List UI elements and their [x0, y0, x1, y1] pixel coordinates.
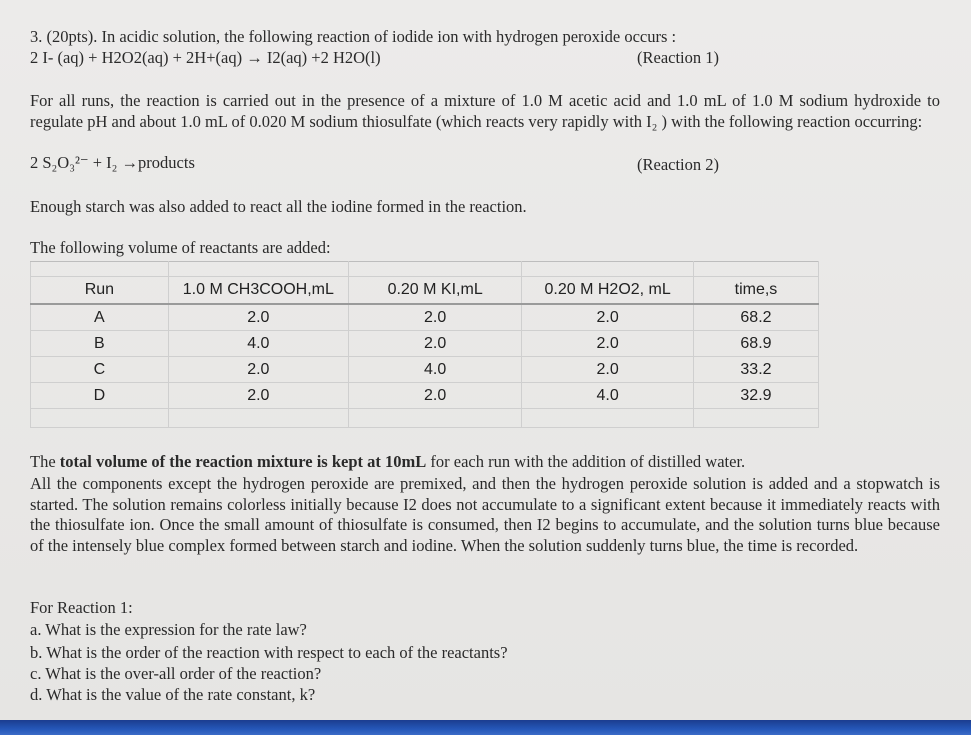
cell-time: 32.9: [693, 383, 818, 409]
reaction-1-equation: 2 I- (aq) + H2O2(aq) + 2H+(aq) → I2(aq) +2 H2O(l): [30, 48, 381, 67]
table-empty-row: [31, 409, 819, 428]
reaction-2-equation: 2 S₂O₃²⁻ + I₂ →products: [30, 153, 195, 172]
cell-h2o2: 2.0: [522, 304, 694, 331]
total-volume-bold: total volume of the reaction mixture is kept at 10mL: [59, 452, 427, 471]
screen-bottom-bar: [0, 720, 971, 735]
cell-run: D: [31, 383, 169, 409]
question-a: a. What is the expression for the rate law?: [30, 620, 307, 639]
problem-header: 3. (20pts). In acidic solution, the following reaction of iodide ion with hydrogen peroxide occurs :: [30, 27, 677, 46]
cell-ki: 2.0: [348, 304, 521, 331]
questions-title: For Reaction 1:: [30, 598, 133, 617]
total-volume-line: [30, 452, 745, 472]
cell-run: C: [31, 357, 169, 383]
table-intro: The following volume of reactants are added:: [30, 238, 331, 257]
header-run: Run: [31, 277, 169, 305]
cell-acetic-acid: 4.0: [168, 331, 348, 357]
cell-run: B: [31, 331, 169, 357]
cell-acetic-acid: 2.0: [168, 383, 348, 409]
cell-h2o2: 2.0: [522, 357, 694, 383]
procedure-paragraph: All the components except the hydrogen peroxide are premixed, and then the hydrogen peroxide solution is added and a stopwatch is started. The solution remains colorless initially because I2 does not accumulate to a significant extent because it immediately reacts with the thiosulfate ion. Once the small amount of thiosulfate is consumed, then I2 begins to accumulate, and the solution turns blue because of the intensely blue complex formed between starch and iodine. When the solution suddenly turns blue, the time is recorded.: [30, 474, 940, 555]
starch-note: Enough starch was also added to react all the iodine formed in the reaction.: [30, 197, 527, 216]
reaction-2-label: (Reaction 2): [637, 155, 720, 174]
cell-acetic-acid: 2.0: [168, 357, 348, 383]
table-spacer-row: [31, 262, 819, 277]
conditions-paragraph: For all runs, the reaction is carried out in the presence of a mixture of 1.0 M acetic acid and 1.0 mL of 1.0 M sodium hydroxide to regulate pH and about 1.0 mL of 0.020 M sodium thiosulfate (which reacts very rapidly with I₂ ) with the following reaction occurring:: [30, 91, 940, 131]
cell-time: 68.9: [693, 331, 818, 357]
table-header-row: [31, 277, 819, 305]
table-row: [31, 383, 819, 409]
header-ki: 0.20 M KI,mL: [348, 277, 521, 305]
cell-h2o2: 2.0: [522, 331, 694, 357]
cell-time: 33.2: [693, 357, 818, 383]
cell-ki: 4.0: [348, 357, 521, 383]
question-b: b. What is the order of the reaction with respect to each of the reactants?: [30, 643, 508, 662]
cell-h2o2: 4.0: [522, 383, 694, 409]
question-c: c. What is the over-all order of the reaction?: [30, 664, 322, 683]
total-volume-prefix: The: [30, 452, 60, 471]
total-volume-suffix: for each run with the addition of distilled water.: [426, 452, 746, 471]
reaction-1-label: (Reaction 1): [637, 48, 720, 67]
cell-run: A: [31, 304, 169, 331]
question-d: d. What is the value of the rate constant, k?: [30, 685, 316, 704]
cell-acetic-acid: 2.0: [168, 304, 348, 331]
table-row: [31, 357, 819, 383]
table-row: [31, 331, 819, 357]
header-acetic-acid: 1.0 M CH3COOH,mL: [168, 277, 348, 305]
cell-time: 68.2: [693, 304, 818, 331]
cell-ki: 2.0: [348, 331, 521, 357]
header-h2o2: 0.20 M H2O2, mL: [522, 277, 694, 305]
table-row: [31, 304, 819, 331]
header-time: time,s: [693, 277, 818, 305]
reactant-volume-table: [30, 261, 819, 428]
cell-ki: 2.0: [348, 383, 521, 409]
